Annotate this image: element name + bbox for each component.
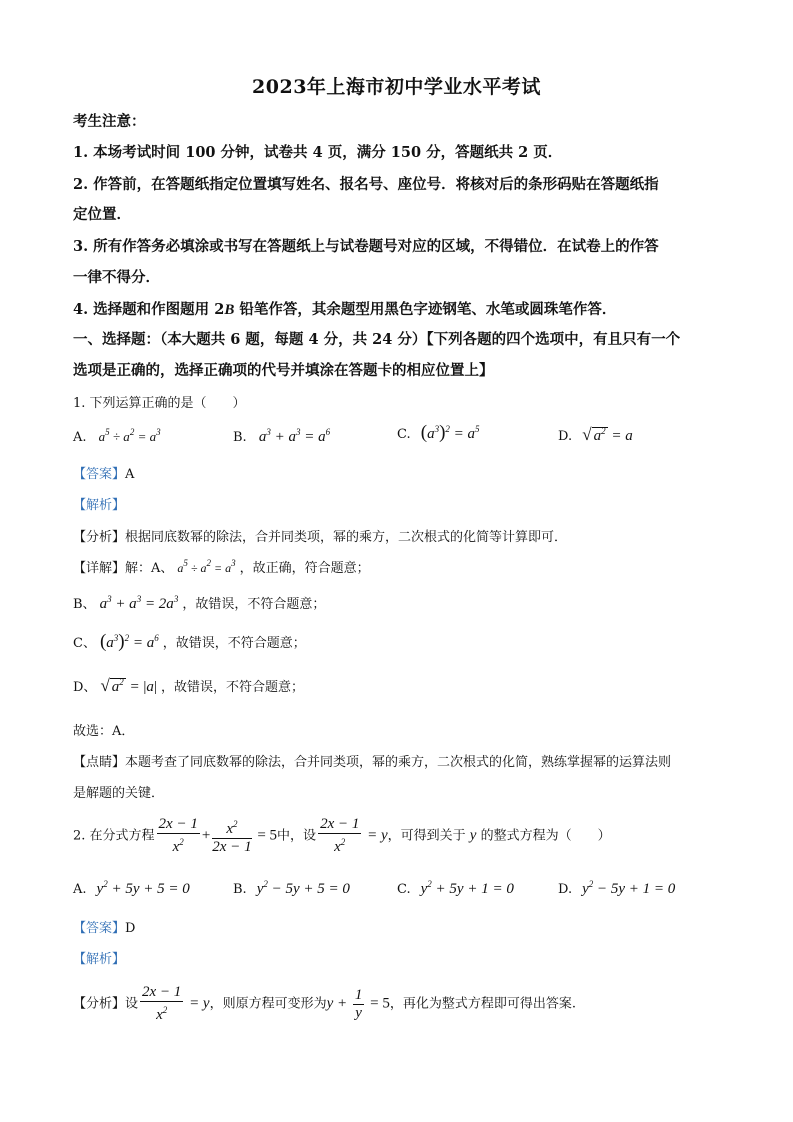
q1-detail-c-math: $(a^3)^2 = a^6$ <box>99 631 159 652</box>
q2-option-d-math: $y^2 - 5y + 1 = 0$ <box>582 879 676 897</box>
q1-option-c: C. $(a^3)^2 = a^5$ <box>397 422 480 443</box>
q1-option-b: B. $a^3 + a^3 = a^6$ <box>233 427 331 445</box>
q1-option-b-math: $a^3 + a^3 = a^6$ <box>258 427 331 445</box>
notice-item-2a: 2. 作答前，在答题纸指定位置填写姓名、报名号、座位号．将核对后的条形码贴在答题纸指 <box>73 176 659 193</box>
notice-heading: 考生注意： <box>73 113 146 130</box>
page-title: 2023年上海市初中学业水平考试 <box>252 76 541 98</box>
q1-detail-c: C、 $(a^3)^2 = a^6$ ，故错误，不符合题意； <box>73 631 306 652</box>
q1-xiangjie-math: $a^5 \div a^2 = a^3$ <box>177 558 236 575</box>
q1-detail-b: B、 $a^3 + a^3 = 2a^3$ ，故错误，不符合题意； <box>73 594 326 612</box>
q2-fraction-1: $\frac{2x - 1}{x^2}$ <box>158 816 198 855</box>
q1-analysis-tag: 【解析】 <box>73 498 126 513</box>
q2-fraction-2: $\frac{x^2}{2x - 1}$ <box>212 816 251 856</box>
notice-item-4: 4. 选择题和作图题用 2B 铅笔作答，其余题型用黑色字迹钢笔、水笔或圆珠笔作答． <box>73 301 617 318</box>
q2-option-d: D. $y^2 - 5y + 1 = 0$ <box>558 879 676 897</box>
q1-choose: 故选：A． <box>73 724 135 739</box>
q1-dianjing-2: 是解题的关键． <box>73 786 165 801</box>
q1-detail-d: D、 √ $a^2 = |a|$ ，故错误，不符合题意； <box>73 676 304 695</box>
q1-option-a: A. $a^5 \div a^2 = a^3$ <box>73 427 161 445</box>
q1-dianjing-1: 【点睛】本题考查了同底数幂的除法，合并同类项，幂的乘方，二次根式的化简，熟练掌握幂的运算法则 <box>73 755 672 770</box>
q2-stem: 2. 在分式方程 $\frac{2x - 1}{x^2}$ + $\frac{x^2}{2x - 1}$ = 5中，设 $\frac{2x - 1}{x^2}$ = y，可得到关于 y 的整式方程为（ ） <box>73 816 611 855</box>
q2-option-b-math: $y^2 - 5y + 5 = 0$ <box>256 879 350 897</box>
q1-xiangjie: 【详解】解：A、 $a^5 \div a^2 = a^3$ ，故正确，符合题意； <box>73 558 370 576</box>
q2-fraction-3: $\frac{2x - 1}{x^2}$ <box>320 816 360 855</box>
notice-item-3b: 一律不得分． <box>73 269 160 286</box>
q2-option-c-math: $y^2 + 5y + 1 = 0$ <box>420 879 514 897</box>
q2-fenxi: 【分析】设 $\frac{2x - 1}{x^2}$ = y，则原方程可变形为y + $\frac{1}{y}$ = 5，再化为整式方程即可得出答案. <box>73 984 576 1023</box>
notice-item-1: 1. 本场考试时间 100 分钟，试卷共 4 页，满分 150 分，答题纸共 2 页． <box>73 144 563 161</box>
q2-option-a: A. $y^2 + 5y + 5 = 0$ <box>73 879 190 897</box>
q2-fenxi-fraction-2: $\frac{1}{y}$ <box>354 986 363 1021</box>
section1-line2: 选项是正确的，选择正确项的代号并填涂在答题卡的相应位置上】 <box>73 362 494 379</box>
q1-option-d: D. √ $a^2 = a$ <box>558 425 633 444</box>
q1-option-d-math: √ $a^2 = a$ <box>582 425 633 444</box>
q1-detail-d-math: √ $a^2 = |a|$ <box>100 676 157 695</box>
q1-option-c-math: $(a^3)^2 = a^5$ <box>420 422 480 443</box>
notice-item-3a: 3. 所有作答务必填涂或书写在答题纸上与试卷题号对应的区域，不得错位．在试卷上的作答 <box>73 238 659 255</box>
q2-option-a-math: $y^2 + 5y + 5 = 0$ <box>96 879 190 897</box>
q1-answer: 【答案】A <box>73 467 135 482</box>
q1-stem: 1. 下列运算正确的是（ ） <box>73 396 246 411</box>
q2-option-c: C. $y^2 + 5y + 1 = 0$ <box>397 879 514 897</box>
q2-option-b: B. $y^2 - 5y + 5 = 0$ <box>233 879 350 897</box>
q2-answer: 【答案】D <box>73 921 136 936</box>
q1-fenxi: 【分析】根据同底数幂的除法，合并同类项，幂的乘方，二次根式的化简等计算即可． <box>73 530 568 545</box>
notice-item-2b: 定位置． <box>73 206 131 223</box>
q2-fenxi-fraction: $\frac{2x - 1}{x^2}$ <box>142 984 182 1023</box>
q2-analysis-tag: 【解析】 <box>73 952 126 967</box>
section1-line1: 一、选择题：（本大题共 6 题，每题 4 分，共 24 分）【下列各题的四个选项中，有且只有一个 <box>73 331 681 348</box>
q1-detail-b-math: $a^3 + a^3 = 2a^3$ <box>99 594 179 612</box>
q1-option-a-math: $a^5 \div a^2 = a^3$ <box>98 427 161 444</box>
